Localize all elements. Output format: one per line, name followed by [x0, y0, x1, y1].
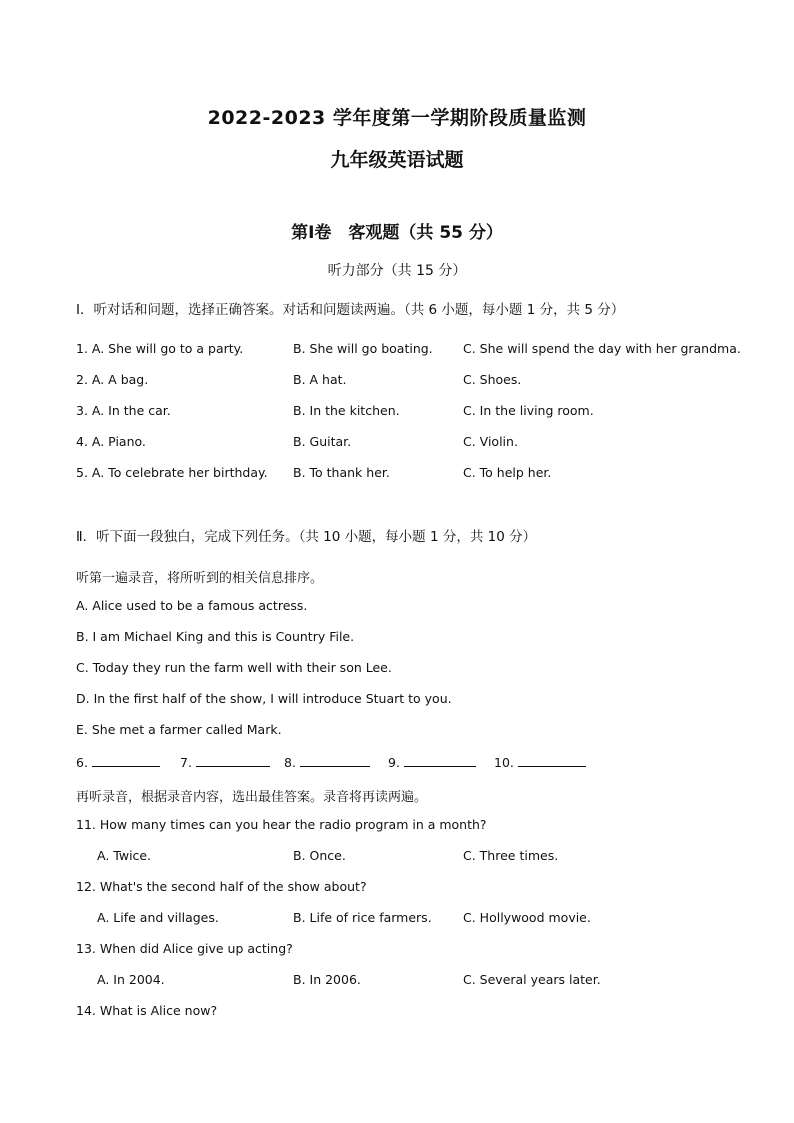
blank-number: 6. — [76, 755, 88, 770]
q3-option-c: C. In the living room. — [463, 403, 594, 418]
answer-blank-8[interactable] — [284, 754, 370, 770]
q13-option-a: A. In 2004. — [97, 972, 165, 987]
q3-option-b: B. In the kitchen. — [293, 403, 400, 418]
q12-option-c: C. Hollywood movie. — [463, 910, 591, 925]
blank-number: 8. — [284, 755, 296, 770]
q2-option-a: 2. A. A bag. — [76, 372, 149, 387]
statement-a: A. Alice used to be a famous actress. — [76, 598, 308, 613]
q12-option-a: A. Life and villages. — [97, 910, 219, 925]
answer-blank-6[interactable] — [76, 754, 160, 770]
blank-line[interactable] — [518, 754, 586, 767]
q11-option-a: A. Twice. — [97, 848, 152, 863]
q5-option-a: 5. A. To celebrate her birthday. — [76, 465, 268, 480]
q2-option-b: B. A hat. — [293, 372, 347, 387]
q11-option-c: C. Three times. — [463, 848, 559, 863]
q13-option-c: C. Several years later. — [463, 972, 601, 987]
listening-part-title: 听力部分（共 15 分） — [327, 263, 467, 279]
q13-option-b: B. In 2006. — [293, 972, 361, 987]
q11-question: 11. How many times can you hear the radio program in a month? — [76, 817, 487, 832]
blank-line[interactable] — [300, 754, 370, 767]
q4-option-c: C. Violin. — [463, 434, 518, 449]
statement-d: D. In the first half of the show, I will introduce Stuart to you. — [76, 691, 452, 706]
statement-c: C. Today they run the farm well with their son Lee. — [76, 660, 392, 675]
exam-subtitle: 九年级英语试题 — [330, 149, 464, 171]
answer-blank-10[interactable] — [494, 754, 586, 770]
statement-b: B. I am Michael King and this is Country File. — [76, 629, 355, 644]
q4-option-b: B. Guitar. — [293, 434, 352, 449]
q1-option-b: B. She will go boating. — [293, 341, 433, 356]
q12-option-b: B. Life of rice farmers. — [293, 910, 432, 925]
q5-option-b: B. To thank her. — [293, 465, 390, 480]
q11-option-b: B. Once. — [293, 848, 346, 863]
section-1-heading: Ⅰ．听对话和问题，选择正确答案。对话和问题读两遍。（共 6 小题，每小题 1 分，共 5 分） — [76, 302, 625, 318]
q4-option-a: 4. A. Piano. — [76, 434, 146, 449]
section-2-heading: Ⅱ．听下面一段独白，完成下列任务。（共 10 小题，每小题 1 分，共 10 分） — [76, 529, 537, 545]
q1-option-c: C. She will spend the day with her grandma. — [463, 341, 741, 356]
blank-line[interactable] — [404, 754, 476, 767]
q3-option-a: 3. A. In the car. — [76, 403, 171, 418]
q14-question: 14. What is Alice now? — [76, 1003, 218, 1018]
statement-e: E. She met a farmer called Mark. — [76, 722, 282, 737]
answer-blank-7[interactable] — [180, 754, 270, 770]
first-listening-instruction: 听第一遍录音，将所听到的相关信息排序。 — [76, 571, 324, 586]
blank-number: 9. — [388, 755, 400, 770]
q2-option-c: C. Shoes. — [463, 372, 522, 387]
volume-title: 第Ⅰ卷 客观题（共 55 分） — [291, 223, 503, 243]
blank-line[interactable] — [196, 754, 270, 767]
second-listening-instruction: 再听录音，根据录音内容，选出最佳答案。录音将再读两遍。 — [76, 790, 428, 805]
blank-number: 7. — [180, 755, 192, 770]
blank-number: 10. — [494, 755, 514, 770]
q1-option-a: 1. A. She will go to a party. — [76, 341, 244, 356]
answer-blank-9[interactable] — [388, 754, 476, 770]
q13-question: 13. When did Alice give up acting? — [76, 941, 293, 956]
blank-line[interactable] — [92, 754, 160, 767]
q5-option-c: C. To help her. — [463, 465, 552, 480]
exam-title: 2022-2023 学年度第一学期阶段质量监测 — [207, 107, 587, 129]
q12-question: 12. What's the second half of the show about? — [76, 879, 367, 894]
